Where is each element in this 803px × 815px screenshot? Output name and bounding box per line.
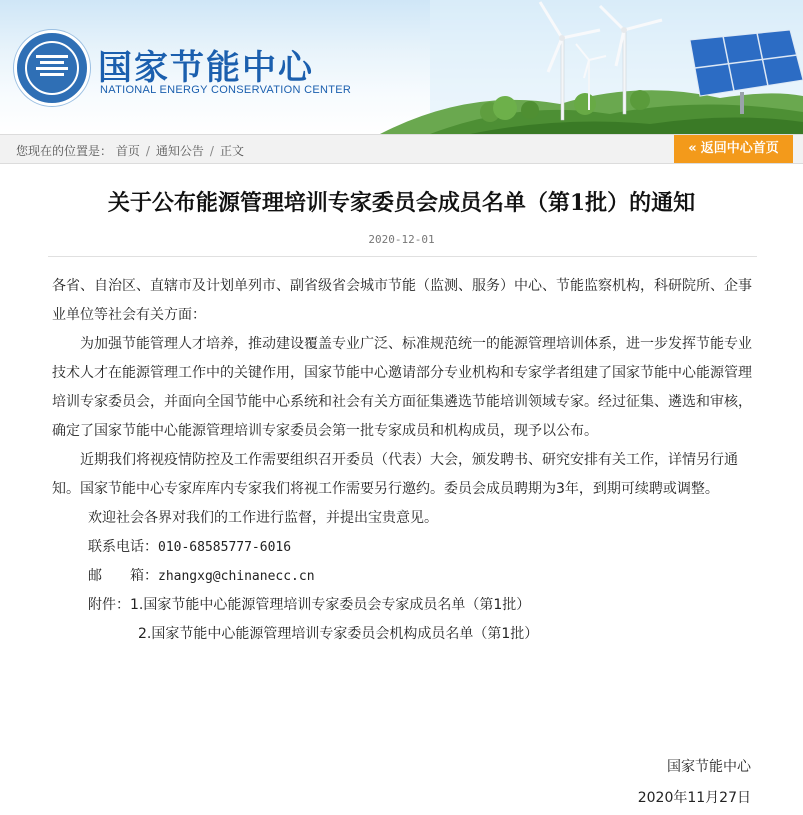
breadcrumb-separator: / — [145, 144, 150, 158]
back-to-home-button[interactable] — [674, 135, 793, 163]
paragraph: 近期我们将视疫情防控及工作需要组织召开委员（代表）大会，颁发聘书、研究安排有关工作，详情另行通知。国家节能中心专家库库内专家我们将视工作需要另行邀约。委员会成员聘期为3年，到期可续聘或调整。 — [52, 452, 738, 497]
signature-org: 国家节能中心 — [667, 759, 751, 775]
article-title: 关于公布能源管理培训专家委员会成员名单（第1批）的通知 — [107, 190, 696, 216]
attachment-link-2[interactable]: 2.国家节能中心能源管理培训专家委员会机构成员名单（第1批） — [138, 626, 539, 642]
breadcrumb-bar — [0, 134, 803, 164]
paragraph: 为加强节能管理人才培养，推动建设覆盖专业广泛、标准规范统一的能源管理培训体系，进一步发挥节能专业技术人才在能源管理工作中的关键作用，国家节能中心邀请部分专业机构和专家学者组建了国家节能中心能源管理培训专家委员会，并面向全国节能中心系统和社会有关方面征集遴选节能培训领域专家。经过征集、遴选和审核，确定了国家节能中心能源管理培训专家委员会第一批专家成员和机构成员，现予以公布。 — [52, 336, 752, 439]
phone-number: 010-68585777-6016 — [158, 540, 292, 555]
breadcrumb-home-link[interactable]: 首页 — [115, 144, 140, 158]
email-label: 邮 箱： — [88, 568, 158, 584]
salutation: 各省、自治区、直辖市及计划单列市、副省级省会城市节能（监测、服务）中心、节能监察机构，科研院所、企事业单位等社会有关方面： — [52, 278, 752, 323]
article-date: 2020-12-01 — [368, 233, 435, 246]
phone-label: 联系电话： — [88, 539, 158, 555]
site-title: 国家节能中心 — [98, 48, 314, 88]
breadcrumb-prefix: 您现在的位置是： — [16, 144, 113, 158]
back-button-label: 返回中心首页 — [700, 141, 779, 156]
site-title-en: NATIONAL ENERGY CONSERVATION CENTER — [100, 84, 352, 96]
attachment-link-1[interactable]: 1.国家节能中心能源管理培训专家委员会专家成员名单（第1批） — [130, 597, 531, 613]
article-body — [52, 272, 752, 649]
contact-email-row — [52, 562, 752, 591]
breadcrumb — [16, 142, 244, 159]
attachment-label: 附件： — [88, 597, 130, 613]
double-chevron-left-icon: « — [688, 141, 697, 156]
breadcrumb-separator: / — [209, 144, 214, 158]
email-address: zhangxg@chinanecc.cn — [158, 569, 315, 584]
title-divider — [48, 256, 757, 257]
signature-date: 2020年11月27日 — [637, 790, 751, 806]
header-banner — [0, 0, 803, 134]
attachment-row — [52, 620, 752, 649]
contact-phone-row — [52, 533, 752, 562]
attachment-row — [52, 591, 752, 620]
logo-emblem — [14, 30, 90, 106]
breadcrumb-current: 正文 — [219, 144, 244, 158]
breadcrumb-notice-link[interactable]: 通知公告 — [155, 144, 204, 158]
paragraph: 欢迎社会各界对我们的工作进行监督，并提出宝贵意见。 — [88, 510, 438, 526]
